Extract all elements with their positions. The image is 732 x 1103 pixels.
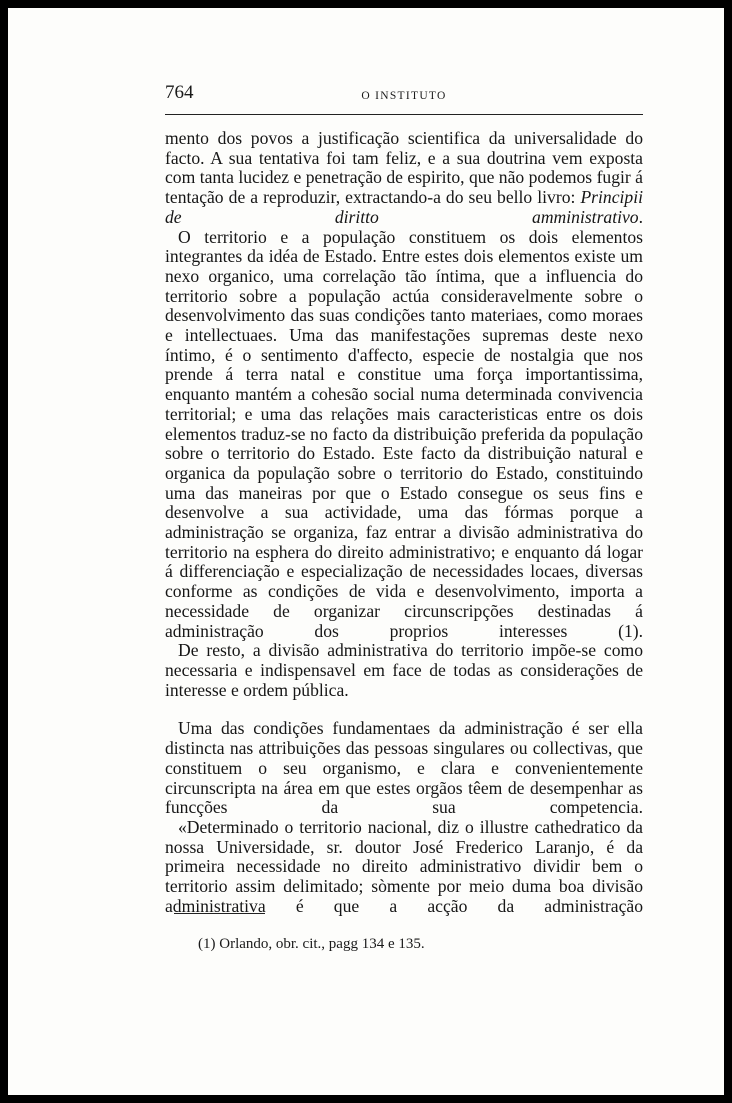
paragraph-4: Uma das condições fundamentaes da administração é ser ella distincta nas attribuições das pessoas singulares ou collectivas, que constituem o seu organismo, e clara e convenientemente circunscripta na área em que estes orgãos têem de desempenhar as funcções da sua competencia. (165, 718, 643, 818)
page-header (165, 82, 643, 112)
page-number: 764 (165, 82, 194, 103)
paragraph-2: O territorio e a população constituem os dois elementos integrantes da idéa de Estado. Entre estes dois elementos existe um nexo organico, uma correlação tão íntima, que a influencia do territorio sobre a população actúa consideravelmente sobre o desenvolvimento das suas condições tanto materiaes, como moraes e intellectuaes. Uma das manifestações supremas deste nexo íntimo, é o sentimento d'affecto, especie de nostalgia que nos prende á terra natal e constitue uma força importantissima, enquanto mantém a cohesão social numa determinada convivencia territorial; e uma das relações mais caracteristicas entre os dois elementos traduz-se no facto da distribuição preferida da população sobre o territorio do Estado. Este facto da distribuição natural e organica da população sobre o territorio do Estado, constituindo uma das maneiras por que o Estado consegue os seus fins e desenvolve a sua actividade, uma das fórmas porque a administração se organiza, faz entrar a divisão administrativa do territorio na esphera do direito administrativo; e enquanto dá logar á differenciação e especialização de necessidades locaes, diversas conforme as condições de vida e desenvolvimento, importa a necessidade de organizar circunscripções destinadas á administração dos proprios interesses (1). (165, 226, 643, 641)
paragraph-3: De resto, a divisão administrativa do territorio impõe-se como necessaria e indispensavel em face de todas as considerações de interesse e ordem pública. (165, 640, 643, 700)
paragraph-1: mento dos povos a justificação scientifica da universalidade do facto. A sua tentativa foi tam feliz, e a sua doutrina vem exposta com tanta lucidez e penetração de espirito, que não podemos fugir á tentação de a reproduzir, extractando-a do seu bello livro: Principii de diritto amministrativo. (165, 128, 643, 227)
footnote-rule (174, 913, 265, 914)
footnote: (1) Orlando, obr. cit., pagg 134 e 135. (198, 936, 425, 952)
running-title: O INSTITUTO (361, 90, 447, 102)
book-page (8, 8, 724, 1095)
body-text (165, 129, 643, 916)
book-title: Principii de diritto amministrativo (165, 187, 643, 227)
paragraph-5: «Determinado o territorio nacional, diz o illustre cathedratico da nossa Universidade, sr. doutor José Frederico Laranjo, é da primeira necessidade no direito administrativo dividir bem o territorio assim delimitado; sòmente por meio duma boa divisão administrativa é que a acção da administração (165, 816, 643, 916)
header-rule (165, 114, 643, 115)
